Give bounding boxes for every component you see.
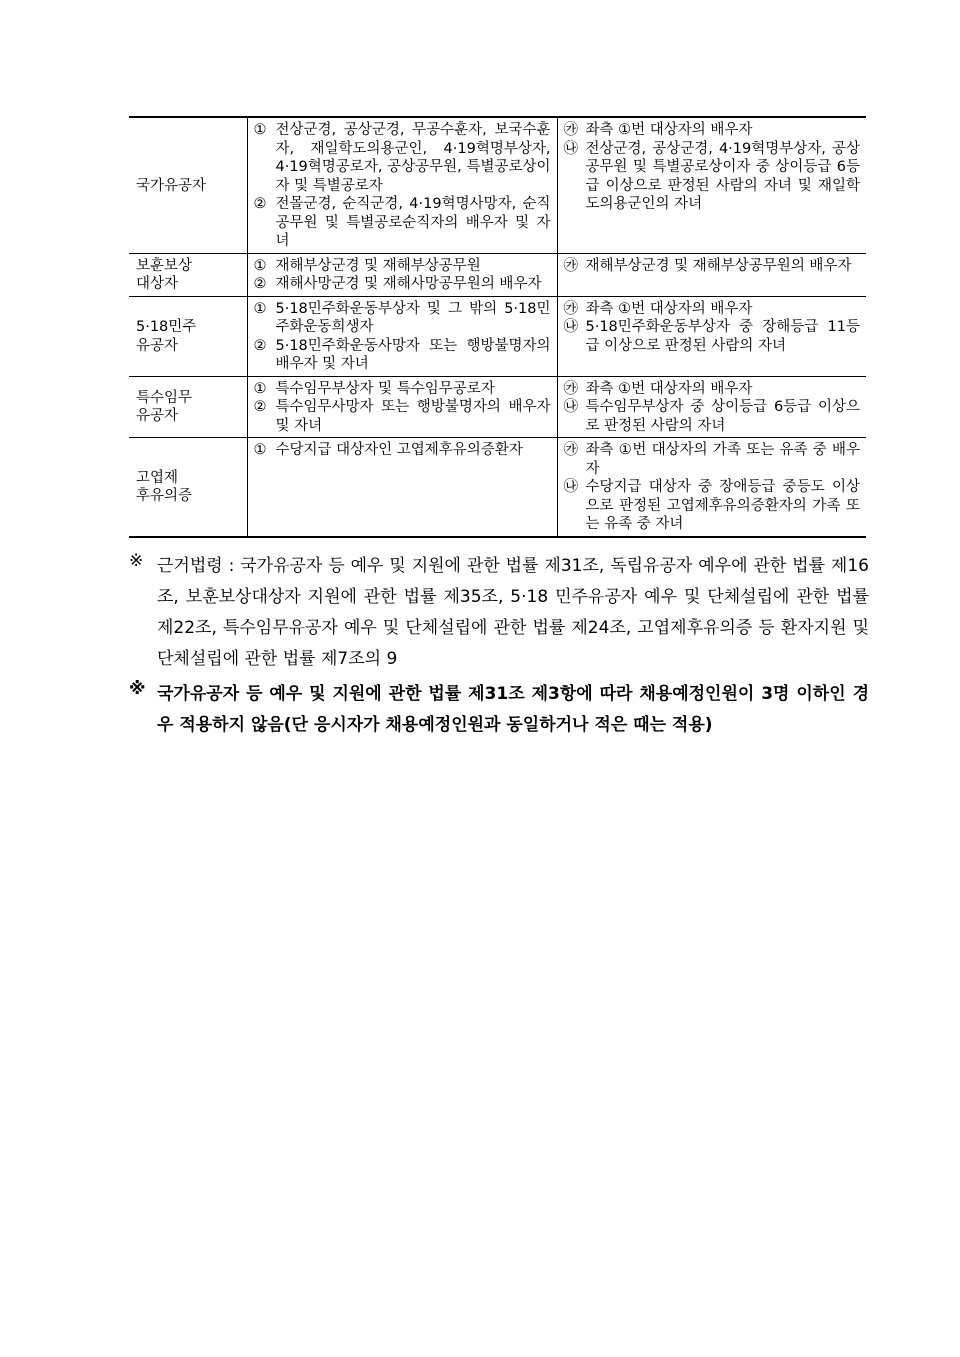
list-item [254,441,551,460]
item-marker: ② [253,276,267,292]
list-item [564,478,861,534]
item-marker: ① [253,257,267,274]
item-marker: ㉮ [563,257,578,274]
item-marker: ② [253,337,267,354]
item-text: 특수임무사망자 또는 행방불명자의 배우자 및 자녀 [275,399,551,434]
table-row [129,296,866,376]
item-text: 좌측 ①번 대상자의 배우자 [585,380,753,397]
item-marker: ㉮ [563,380,578,397]
category-cell [129,253,247,296]
list-item [254,398,551,435]
list-item [564,257,861,276]
list-item [254,300,551,337]
item-text: 5·18민주화운동부상자 중 장해등급 11등급 이상으로 판정된 사람의 자녀 [585,319,860,354]
item-text: 좌측 ①번 대상자의 가족 또는 유족 중 배우자 [585,442,860,477]
list-item [254,380,551,399]
item-marker: ② [253,399,267,415]
item-marker: ㉯ [563,399,578,415]
table-row [129,438,866,537]
item-marker: ㉮ [563,442,578,458]
list-item [254,337,551,374]
family-cell [557,438,866,537]
item-text: 5·18민주화운동사망자 또는 행방불명자의 배우자 및 자녀 [275,337,551,372]
item-marker: ㉮ [563,122,578,138]
category-cell [129,296,247,376]
item-text: 수당지급 대상자인 고엽제후유의증환자 [275,442,523,458]
category-cell [129,376,247,438]
list-item [254,121,551,195]
item-marker: ㉯ [563,140,578,157]
legal-basis-note [129,551,869,675]
note-text: 국가유공자 등 예우 및 지원에 관한 법률 제31조 제3항에 따라 채용예정인원이 3명 이하인 경우 적용하지 않음(단 응시자가 채용예정인원과 동일하거나 적은 때는 적용) [157,684,869,735]
item-text: 전상군경, 공상군경, 4·19혁명부상자, 공상공무원 및 특별공로상이자 중 상이등급 6등급 이상으로 판정된 사람의 자녀 및 재일학도의용군인의 자녀 [585,140,860,212]
list-item [254,275,551,294]
list-item [564,300,861,319]
note-marker: ※ [129,679,146,699]
item-marker: ① [253,380,267,397]
item-text: 수당지급 대상자 중 장애등급 중등도 이상으로 판정된 고엽제후유의증환자의 가족 또는 유족 중 자녀 [585,479,860,532]
category-label: 보훈보상 대상자 [136,257,193,292]
item-text: 재해사망군경 및 재해사망공무원의 배우자 [275,276,542,292]
table-row [129,117,866,253]
category-label: 국가유공자 [136,177,207,194]
item-text: 재해부상군경 및 재해부상공무원 [275,257,481,274]
family-cell [557,117,866,253]
applicant-cell [247,438,557,537]
item-marker: ① [253,300,267,317]
table-row [129,253,866,296]
item-text: 재해부상군경 및 재해부상공무원의 배우자 [585,257,852,274]
item-text: 좌측 ①번 대상자의 배우자 [585,122,753,138]
applicant-cell [247,296,557,376]
category-label: 특수임무 유공자 [136,389,193,425]
category-label: 고엽제 후유의증 [136,469,193,505]
applicant-cell [247,253,557,296]
eligibility-table [129,116,866,538]
list-item [564,121,861,140]
item-marker: ㉯ [563,319,578,335]
list-item [564,140,861,214]
item-text: 특수임무부상자 중 상이등급 6등급 이상으로 판정된 사람의 자녀 [585,399,860,434]
list-item [564,398,861,435]
category-cell [129,117,247,253]
category-cell [129,438,247,537]
item-marker: ① [253,442,267,458]
list-item [564,441,861,478]
item-text: 전몰군경, 순직군경, 4·19혁명사망자, 순직공무원 및 특별공로순직자의 배우자 및 자녀 [275,196,551,249]
item-text: 5·18민주화운동부상자 및 그 밖의 5·18민주화운동희생자 [275,300,551,335]
item-text: 특수임무부상자 및 특수임무공로자 [275,380,495,397]
item-marker: ㉮ [563,300,578,317]
note-text: 근거법령 : 국가유공자 등 예우 및 지원에 관한 법률 제31조, 독립유공자 예우에 관한 법률 제16조, 보훈보상대상자 지원에 관한 법률 제35조, 5·18 민주유공자 예우 및 단체설립에 관한 법률 제22조, 특수임무유공자 예우 및 단체설립에 관한 법률 제24조, 고엽제후유의증 등 환자지원 및 단체설립에 관한 법률 제7조의 9 [157,556,869,669]
item-marker: ① [253,122,267,138]
family-cell [557,253,866,296]
note-marker: ※ [129,551,144,571]
list-item [564,318,861,355]
list-item [254,195,551,251]
table-row [129,376,866,438]
category-label: 5·18민주 유공자 [136,319,197,354]
applicant-cell [247,376,557,438]
exception-note [129,679,869,741]
family-cell [557,296,866,376]
applicant-cell [247,117,557,253]
item-text: 좌측 ①번 대상자의 배우자 [585,300,753,317]
item-marker: ㉯ [563,479,578,495]
list-item [254,257,551,276]
item-text: 전상군경, 공상군경, 무공수훈자, 보국수훈자, 재일학도의용군인, 4·19혁명부상자, 4·19혁명공로자, 공상공무원, 특별공로상이자 및 특별공로자 [275,122,551,194]
family-cell [557,376,866,438]
list-item [564,380,861,399]
item-marker: ② [253,196,267,212]
